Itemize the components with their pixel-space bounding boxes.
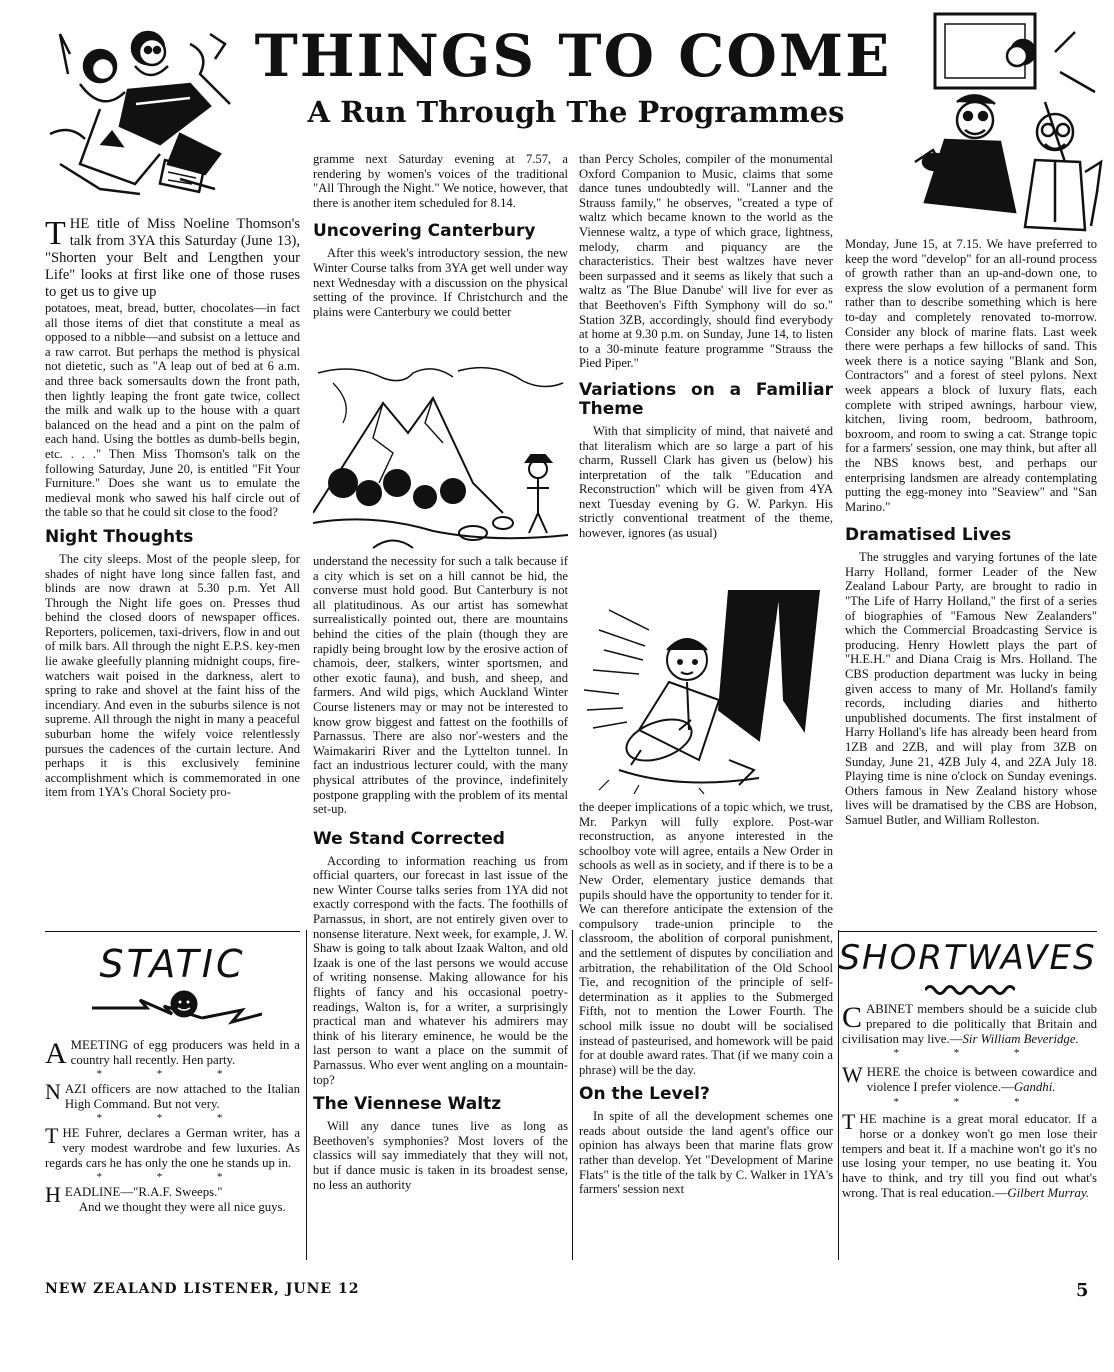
singers-illustration (905, 12, 1105, 240)
col3-paragraph: than Percy Scholes, compiler of the monumental Oxford Companion to Music, claims that some dance tunes undoubtedly will. "Lanner and the Strauss family," he observes, "created a type of waltz which became known to the world as the Viennese waltz, a type of which grace, lightness, melody, charm and piquancy are the characteristics. Their best waltzes have never been surpassed and it seems as likely that such a waltz as 'The Blue Danube' will live for ever as that Beethoven's Fifth Symphony will do so." Station 3ZB, accordingly, should find everybody at home at 9.30 p.m. on Sunday, June 14, to listen to a 30-minute feature programme "Strauss the Pied Piper." (579, 152, 833, 371)
column-4 (845, 237, 1097, 917)
col4-paragraph: The struggles and varying fortunes of the late Harry Holland, former Leader of the New Zealand Labour Party, are brought to radio in "The Life of Harry Holland," the first of a series of biographies of "Famous New Zealanders" which the Commercial Broadcasting Service is producing. Henry Howlett plays the part of "H.E.H." and Diana Craig is Mrs. Holland. The CBS production department was lucky in being given access to many of Mr. Holland's family records, including diaries and hitherto unpublished documents. The first instalment of Harry Holland's life has already been heard from 1ZB and 2ZB, and will play from 3ZB on Sunday, June 21, 4ZB July 4, and 2ZA July 18. Playing time is nine o'clock on Sunday evenings. Others famous in New Zealand history whose lives will be dramatised by the CBS are Hobson, Samuel Butler, and William Rolleston. (845, 550, 1097, 827)
canterbury-mountains-illustration (313, 363, 568, 553)
shortwaves-column (842, 1002, 1097, 1272)
static-item-text: And we thought they were all nice guys. (78, 1199, 286, 1214)
col2-paragraph: According to information reaching us from official quarters, our forecast in last issue of the new Winter Course talks series from 1YA did not exactly correspond with the facts. The foothills of Parnassus, in short, are not entirely given over to nonsense literature. Next week, for example, J. W. Shaw is going to talk about Izaak Walton, and old Izaak is one of the last persons we would accuse of writing nonsense. Making allowance for his flights of fancy and his occasional poetry-readings, Walton is, for a writer, a surprisingly practical man and whatever his admirers may think of his literary eminence, he would be the last person to want a place on the summit of Parnassus. Who ever went angling on a mountain-top? (313, 853, 568, 1087)
static-item-text: HE Fuhrer, declares a German writer, has a very modest wardrobe and few luxuries. As regards cars he has only the one he stands up in. (45, 1126, 300, 1170)
drop-cap: W (842, 1062, 863, 1088)
shortwaves-item (842, 1062, 1097, 1095)
shortwaves-box-rule (838, 931, 1097, 932)
heading-dramatised-lives: Dramatised Lives (845, 525, 1012, 546)
musicians-illustration (40, 14, 240, 204)
heading-we-stand-corrected: We Stand Corrected (313, 828, 505, 849)
separator-stars: * * * (893, 1095, 1046, 1108)
column-divider (306, 930, 307, 1260)
col2-paragraph: understand the necessity for such a talk because if a city which is set on a hill cannot be hid, the converse must hold good. But Canterbury is not all platitudinous. As our artist has somewhat surrealistically pointed out, there are mountains behind the cities of the plain (though they are rapidly being brought low by the erosive action of chamois, deer, stalkers, winter sportsmen, and other exotic fauna), and bush, and sheep, and farmers. And wild pigs, which Auckland Winter Course listeners may or may not be interested to know grow biggest and fattest on the foothills of Parnassus. There are also nor'-westers and the Waimakariri River and the Lyttelton tunnel. In fact an industrious lecturer could, with the many physical attributes of the province, indefinitely postpone grappling with the problem of its mental set-up. (313, 554, 568, 817)
col3-paragraph: the deeper implications of a topic which, we trust, Mr. Parkyn will fully explore. Post-war reconstruction, as anyone interested in the schoolboy vote will agree, entails a New Order in schools as well as in society, and if there is to be a New Order, elementary justice demands that pupils should have the opportunity to tender for it. We can therefore anticipate the extension of the compulsory trade-union principle to the classroom, the abolition of corporal punishment, and the settlement of disputes by conciliation and arbitration, the rehabilitation of the Old School Tie, and recognition of the principle of self-determination as it applies to the Submerged Fifth, not to mention the Lower Fourth. The school milk issue no doubt will be socialised instead of pasteurised, and homework will be paid for at double award rates. That (if we many coin a phrase) will be the day. (579, 800, 833, 1077)
quote-author: Gandhi. (1013, 1080, 1056, 1095)
intro-text: HE title of Miss Noeline Thomson's talk from 3YA this Saturday (June 13), "Shorten your Belt and Lengthen your Life" looks at first like one of those ruses to get us to give up (45, 216, 300, 300)
col2-paragraph: After this week's introductory session, the new Winter Course talks from 3YA get well under way next Wednesday with a discussion on the physical setting of the province. If Christchurch and the plains were Canterbury we could better (313, 246, 568, 319)
col3-paragraph: In spite of all the development schemes one reads about outside the land agent's office our opinion has always been that marine flats grow rather than develop. Yet "Development of Marine Flats" is the title of the talk by C. Walker in 1YA's farmers' session next (579, 1109, 833, 1197)
column-divider (572, 930, 573, 1260)
schoolboy-illustration (579, 590, 833, 795)
heading-night-thoughts: Night Thoughts (45, 526, 194, 547)
page-subtitle: A Run Through The Programmes (307, 95, 845, 129)
separator-stars: * * * (893, 1047, 1046, 1060)
static-column (45, 1038, 300, 1263)
heading-on-the-level: On the Level? (579, 1084, 710, 1105)
wave-icon (925, 983, 1015, 997)
column-2-lower (313, 554, 568, 1259)
separator-stars: * * * (96, 1171, 249, 1184)
column-3-lower (579, 800, 833, 1290)
drop-cap: N (45, 1079, 61, 1105)
heading-viennese-waltz: The Viennese Waltz (313, 1094, 502, 1115)
static-item (45, 1038, 300, 1070)
col3-paragraph: With that simplicity of mind, that naiveté and that literalism which are so large a part of his charm, Russell Clark has given us (below) his interpretation of the talk "Education and Reconstruction" which will be given from 4YA next Tuesday evening by G. W. Parkyn. His strictly conventional treatment of the theme, however, ignores (as usual) (579, 423, 833, 541)
heading-uncovering-canterbury: Uncovering Canterbury (313, 221, 536, 242)
separator-stars: * * * (96, 1068, 249, 1081)
drop-cap: T (45, 216, 66, 252)
static-title: STATIC (99, 942, 246, 986)
shortwaves-item-text: HERE the choice is between cowardice and violence I prefer violence.— (866, 1065, 1097, 1095)
static-item-text: AZI officers are now attached to the Italian High Command. But not very. (64, 1082, 300, 1111)
shortwaves-item (842, 1108, 1097, 1201)
col2-paragraph: gramme next Saturday evening at 7.57, a rendering by women's voices of the traditional "All Through the Night." We notice, however, that there is another item scheduled for 8.14. (313, 152, 568, 210)
drop-cap: A (45, 1038, 67, 1070)
intro-paragraph (45, 216, 300, 301)
heading-variations: Variations on a Familiar Theme (579, 379, 833, 419)
shortwaves-title: SHORTWAVES (838, 938, 1097, 978)
drop-cap: C (842, 1002, 863, 1034)
col4-paragraph: Monday, June 15, at 7.15. We have preferred to keep the word "develop" for an all-round process of growth rather than an up-and-down one, to express the slow evolution of a permanent form rather than to describe something which is here to-day and completely renovated to-morrow. Consider any block of marine flats. Last week there were perhaps a few hillocks of sand. This week there is a notice saying "Blank and Son, Contractors" and a forest of steel pylons. Next week appears a block of luxury flats, each complete with striped awnings, harbour view, kitchen, living room, bedroom, bathroom, boxroom, and room to swing a cat. Strange topic for a farmers' session, one may think, but after all the NBS knows best, and perhaps our enterprising landsmen are already contemplating putting the egg-money into "Seaview" and "San Marino." (845, 237, 1097, 514)
col2-paragraph: Will any dance tunes live as long as Beethoven's symphonies? Most lovers of the classics will say immediately that they will not, but if dance music is taken in its broadest sense, no less an authority (313, 1119, 568, 1192)
shortwaves-item-text: ABINET members should be a suicide club prepared to die politically that Britain and civilisation may live.— (842, 1002, 1097, 1046)
quote-author: Gilbert Murray. (1007, 1185, 1090, 1200)
drop-cap: H (45, 1182, 61, 1208)
drop-cap: T (45, 1123, 59, 1149)
static-box-rule (45, 931, 300, 932)
static-item-text: MEETING of egg producers was held in a country hall recently. Hen party. (70, 1038, 300, 1067)
col1-paragraph: potatoes, meat, bread, butter, chocolates—in fact all those items of diet that constitute a meal as opposed to a nibble—and subsist on a lettuce and a raw carrot. But perhaps the method is physical not dietetic, such as "A leap out of bed at 6 a.m. and three back somersaults down the front path, then lightly leaping the front gate twice, collect the milk and walk up to the house with a quart balanced on the head and a pint on the palm of each hand. Using the bottles as dumb-bells begin, etc. . . ." Then Miss Thomson's talk on the following Saturday, June 20, is entitled "Fit Your Furniture." Does she want us to emulate the medieval monk who sawed his half circle out of the table so that he could sit close to the food? (45, 301, 300, 520)
page-number: 5 (1076, 1280, 1090, 1301)
separator-stars: * * * (96, 1112, 249, 1125)
shortwaves-item (842, 1002, 1097, 1046)
col1-paragraph: The city sleeps. Most of the people sleep, for shades of night have long since fallen fast, and blinds are now drawn at 5.30 p.m. Yet All Through the Night life goes on. Presses thud behind the closed doors of newspaper offices. Reporters, policemen, taxi-drivers, flow in and out of milk bars. All through the night E.P.S. key-men lie awake gleefully planning midnight coups, fire-watchers wait poised in the darkness, alert to spring to rake and shovel at the faint hiss of the incendiary. And even in the suburbs silence is not supreme. All through the night in many a peaceful suburban home the wifely voice relentlessly pursues the cadences of the curtain lecture. And perhaps it is this exclusively feminine accomplishment which is commemorated in one item from 1YA's Choral Society pro- (45, 551, 300, 800)
quote-author: Sir William Beveridge. (962, 1031, 1079, 1046)
publication-footer: NEW ZEALAND LISTENER, JUNE 12 (45, 1281, 360, 1297)
static-lightning-icon (92, 990, 262, 1030)
page-title: THINGS TO COME (254, 22, 892, 90)
static-item (45, 1123, 300, 1170)
shortwaves-item-text: HE machine is a great moral educator. If a horse or a donkey won't go men lose their tempers and beat it. If a machine won't go it's no use losing your temper, no use beating it. You have to think, and try till you find out what's wrong. That is real education.— (842, 1111, 1097, 1200)
column-3 (579, 152, 833, 592)
static-item (45, 1079, 300, 1111)
column-divider (838, 930, 839, 1260)
drop-cap: T (842, 1108, 856, 1134)
column-1 (45, 216, 300, 921)
static-item-text: EADLINE—"R.A.F. Sweeps." (64, 1185, 223, 1200)
